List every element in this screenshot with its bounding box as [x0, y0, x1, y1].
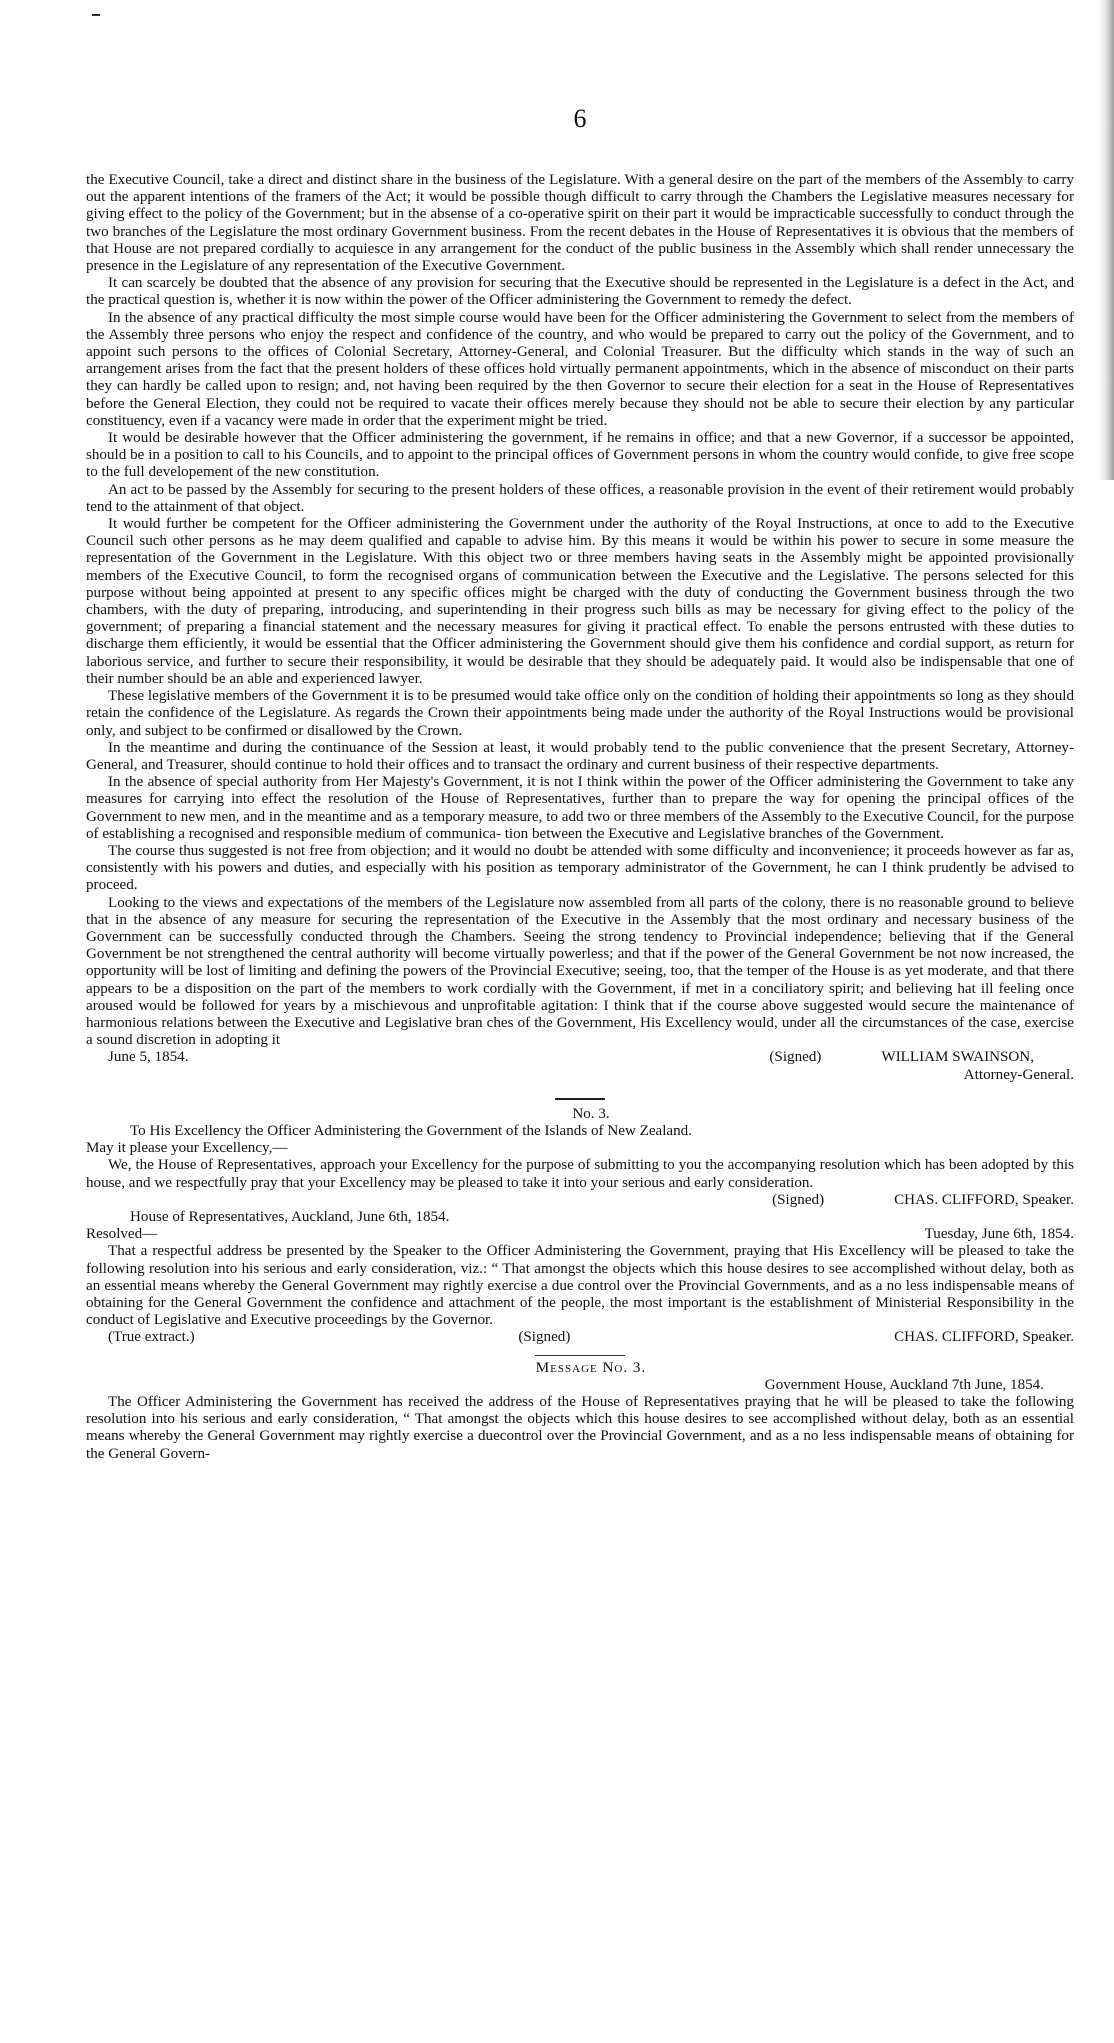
signature-date: June 5, 1854. — [108, 1049, 189, 1066]
signature-line — [86, 1192, 1074, 1209]
paragraph: Looking to the views and expectations of the members of the Legislature now assembled from all parts of the colony, there is no reasonable ground to believe that in the absence of any measure for securing the representation of the Executive in the Assembly that the most ordinary and necessary business of the Government can be successfully conducted through the Chambers. Seeing the strong tendency to Provincial independence; believing that if the General Government be not strengthened the central authority will become virtually powerless; and that if the power of the General Government be not now increased, the opportunity will be lost of limiting and defining the powers of the Provincial Executive; seeing, too, that the temper of the House is as yet moderate, and that there appears to be a disposition on the part of the members to work cordially with the Government, if met in a conciliatory spirit; and believing hat ill feeling once aroused would be followed for years by a mischievous and unprofitable agitation: I think that if the course above suggested would secure the maintenance of harmonious relations between the Executive and Legislative bran ches of the Government, His Excellency would, under all the circumstances of the case, exercise a sound discretion in adopting it — [86, 894, 1074, 1049]
signatory-name: CHAS. CLIFFORD, Speaker. — [894, 1191, 1074, 1208]
page-number: 6 — [573, 104, 587, 133]
resolution-date: Tuesday, June 6th, 1854. — [924, 1226, 1074, 1243]
signed-label: (Signed) — [769, 1049, 822, 1066]
scan-mark — [92, 14, 100, 16]
signed-label: (Signed) — [518, 1329, 571, 1346]
signatory-name: WILLIAM SWAINSON, — [881, 1049, 1034, 1066]
paragraph: It would be desirable however that the Officer administering the government, if he remains in office; and that a new Governor, if a successor be appointed, should be in a position to call to his Councils, and to appoint to the principal offices of Government persons in whom the country would confide, to give free scope to the full developement of the new constitution. — [86, 430, 1074, 481]
paragraph: These legislative members of the Government it is to be presumed would take office only on the condition of holding their appointments so long as they should retain the confidence of the Legislature. As regards the Crown their appointments being made under the authority of the Royal Instructions would be provisional only, and subject to be confirmed or disallowed by the Crown. — [86, 688, 1074, 739]
paragraph: the Executive Council, take a direct and distinct share in the business of the Legislature. With a general desire on the part of the members of the Assembly to carry out the apparent intentions of the framers of the Act; it would be possible though difficult to carry through the Chambers the Legislative measures necessary for giving effect to the policy of the Government; but in the absense of a co-operative spirit on their part it would be impracticable successfully to conduct through the two branches of the Legislature the most ordinary Government business. From the recent debates in the House of Representatives it is obvious that the members of that House are not prepared cordially to acquiesce in any arrangement for the conduct of the public business in the Assembly which shall render unnecessary the presence in the Legislature of any representation of the Executive Government. — [86, 172, 1074, 275]
paragraph: That a respectful address be presented by the Speaker to the Officer Administering the Government, praying that His Excellency will be pleased to take the following resolution into his serious and early consideration, viz.: “ That amongst the objects which this house desires to see accomplished without delay, both as an essential means whereby the General Government may rightly exercise a due control over the Provincial Governments, and as a no less indispensable means of obtaining for the General Government the confidence and attachment of the people, the most important is the establishment of Ministerial Responsibility in the conduct of Legislative and Executive proceedings by the Governor. — [86, 1243, 1074, 1329]
place-date: Government House, Auckland 7th June, 1854. — [764, 1376, 1044, 1393]
section-heading: Message No. 3. — [535, 1359, 647, 1376]
paragraph: In the absence of any practical difficulty the most simple course would have been for the Officer administering the Government to select from the members of the Assembly three persons who enjoy the respect and confidence of the country, and who would be prepared to carry out the policy of the Government, and to appoint such persons to the offices of Colonial Secretary, Attorney-General, and Colonial Treasurer. But the difficulty which stands in the way of such an arrangement arises from the fact that the present holders of these offices hold virtually permanent appointments, which in the absence of misconduct on their parts they can hardly be called upon to resign; and, not having been required by the then Governor to secure their election for a seat in the House of Representatives before the General Election, they could not be required to vacate their offices merely because they should not be able to secure their election by any particular constituency, even if a vacancy were made in order that the experiment might be tried. — [86, 309, 1074, 429]
signed-label: (Signed) — [772, 1191, 825, 1208]
paragraph: The course thus suggested is not free from objection; and it would no doubt be attended with some difficulty and inconvenience; it proceeds however as far as, consistently with his powers and duties, and especially with his position as temporary administrator of the Government, he can I think prudently be advised to proceed. — [86, 842, 1074, 894]
signatory-title: Attorney-General. — [963, 1066, 1074, 1083]
extract-label: (True extract.) — [108, 1329, 195, 1346]
salutation: May it please your Excellency,— — [86, 1140, 288, 1157]
page-edge-shadow — [1098, 0, 1114, 480]
paragraph: We, the House of Representatives, approach your Excellency for the purpose of submitting to you the accompanying resolution which has been adopted by this house, and we respectfully pray that your Excellency may be pleased to take it into your serious and early consideration. — [86, 1157, 1074, 1191]
address-line: To His Excellency the Officer Administering the Government of the Islands of New Zealand. — [130, 1122, 692, 1139]
section-divider — [555, 1098, 605, 1100]
paragraph: It can scarcely be doubted that the absence of any provision for securing that the Executive should be represented in the Legislature is a defect in the Act, and the practical question is, whether it is now within the power of the Officer administering the Government to remedy the defect. — [86, 275, 1074, 309]
signature-line — [86, 1329, 1074, 1346]
paragraph: An act to be passed by the Assembly for securing to the present holders of these offices, a reasonable provision in the event of their retirement would probably tend to the attainment of that object. — [86, 481, 1074, 515]
paragraph: The Officer Administering the Government has received the address of the House of Representatives praying that he will be pleased to take the following resolution into his serious and early consideration, “ That amongst the objects which this house desires to see accomplished without delay, both as an essential means whereby the General Government may rightly exercise a duecontrol over the Provincial Government, and as a no less indispensable means of obtaining for the General Govern- — [86, 1394, 1074, 1462]
section-heading: No. 3. — [572, 1105, 610, 1122]
place-date: House of Representatives, Auckland, June 6th, 1854. — [130, 1208, 450, 1225]
paragraph: It would further be competent for the Officer administering the Government under the authority of the Royal Instructions, at once to add to the Executive Council such other persons as he may deem qualified and capable to advise him. By this means it would be within his power to secure in some measure the representation of the Government in the Legislature. With this object two or three members having seats in the Assembly might be appointed provisionally members of the Executive Council, to form the recognised organs of communication between the Executive and the Legislative. The persons selected for this purpose without being appointed at present to any specific offices might be charged with the duty of conducting the Government business through the two chambers, with the duty of preparing, introducing, and superintending in their progress such bills as may be necessary for giving effect to the policy of the government; of preparing a financial statement and the necessary measures for giving it practical effect. To enable the persons entrusted with these duties to discharge them efficiently, it would be essential that the Officer administering the Government should give them his confidence and cordial support, as return for laborious service, and further to secure their responsibility, it would be desirable that they should be adequately paid. It would also be indispensable that one of their number should be an able and experienced lawyer. — [86, 516, 1074, 687]
document-body — [86, 172, 1074, 1463]
signatory-name: CHAS. CLIFFORD, Speaker. — [894, 1329, 1074, 1346]
resolved-label: Resolved— — [86, 1226, 158, 1243]
section-divider — [535, 1355, 625, 1356]
paragraph: In the meantime and during the continuance of the Session at least, it would probably tend to the public convenience that the present Secretary, Attorney-General, and Treasurer, should continue to hold their offices and to transact the ordinary and current business of their respective departments. — [86, 739, 1074, 773]
signature-line — [86, 1049, 1074, 1066]
resolution-header — [86, 1226, 1074, 1243]
paragraph: In the absence of special authority from Her Majesty's Government, it is not I think within the power of the Officer administering the Government to take any measures for carrying into effect the resolution of the House of Representatives, further than to prepare the way for opening the principal offices of the Government to new men, and in the meantime and as a temporary measure, to add two or three members of the Assembly to the Executive Council, for the purpose of establishing a recognised and responsible medium of communica- tion between the Executive and Legislative branches of the Government. — [86, 774, 1074, 842]
